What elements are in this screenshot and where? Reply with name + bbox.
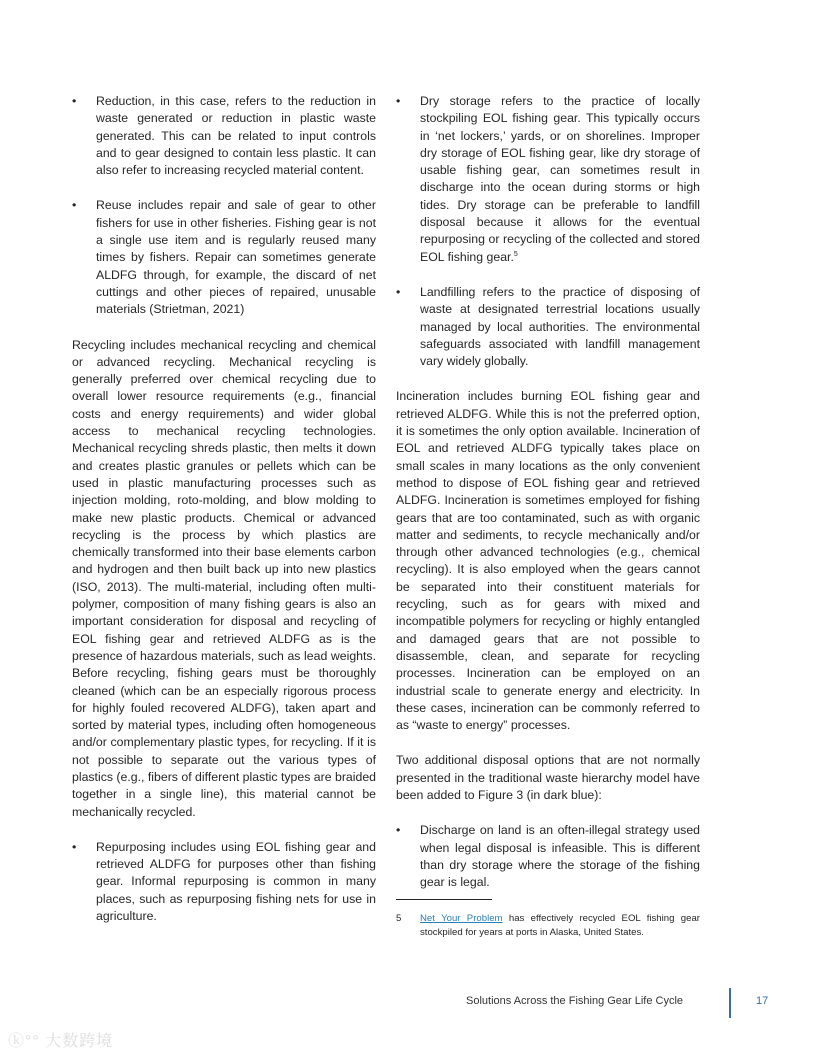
bullet-landfilling <box>396 284 700 370</box>
bullet-marker: • <box>72 198 77 213</box>
recycling-paragraph: Recycling includes mechanical recycling and chemical or advanced recycling. Mechanical recycling is generally preferred over chemical recycling due to overall lower resource requirements (e.g., financial costs and energy requirements) and wider global access to mechanical recycling technologies. Mechanical recycling shreds plastic, then melts it down and creates plastic granules or pellets which can be used in plastic manufacturing processes such as injection molding, roto-molding, and blow molding to make new plastic products. Chemical or advanced recycling is the process by which plastics are chemically transformed into their base elements carbon and hydrogen and then built back up into new plastics (ISO, 2013). The multi-material, including often multi-polymer, composition of many fishing gears is also an important consideration for disposal and recycling of EOL fishing gear and retrieved ALDFG as is the presence of hazardous materials, such as lead weights. Before recycling, fishing gears must be thoroughly cleaned (which can be an especially rigorous process for highly fouled recovered ALDFG), taken apart and sorted by material types, including often homogeneous and/or complementary plastic types, for recycling. If it is not possible to separate out the various types of plastics (e.g., fibers of different plastic types are braided together in a single line), this material cannot be mechanically recycled. <box>72 337 376 819</box>
page-number: 17 <box>756 995 769 1007</box>
bullet-marker: • <box>396 823 401 838</box>
footnote-reference[interactable]: 5 <box>513 250 518 258</box>
footnote-divider <box>396 899 492 900</box>
right-column <box>396 93 700 939</box>
watermark <box>8 1028 113 1051</box>
additional-options-paragraph: Two additional disposal options that are not normally presented in the traditional waste hierarchy model have been added to Figure 3 (in dark blue): <box>396 753 700 802</box>
bullet-text: Reduction, in this case, refers to the reduction in waste generated or reduction in plastic waste generated. This can be related to input controls and to gear designed to contain less plastic. It can also refer to increasing recycled material content. <box>96 94 376 178</box>
bullet-reuse <box>72 197 376 318</box>
bullet-text: Dry storage refers to the practice of locally stockpiling EOL fishing gear. This typically occurs in ‘net lockers,’ yards, or on shorelines. Improper dry storage of EOL fishing gear, like dry storage of usable fishing gear, can sometimes result in discharge into the ocean during storms or high tides. Dry storage can be preferable to landfill disposal because it allows for the eventual repurposing or recycling of the collected and stored EOL fishing gear. <box>420 94 700 264</box>
left-column <box>72 93 376 943</box>
footnote-number: 5 <box>396 913 402 925</box>
bullet-dry-storage <box>396 93 700 266</box>
bullet-repurposing <box>72 839 376 925</box>
bullet-reduction <box>72 93 376 179</box>
watermark-logo-icon: ⓚ°° <box>8 1033 40 1050</box>
watermark-text: 大数跨境 <box>45 1033 114 1050</box>
footer-divider <box>729 988 731 1018</box>
footer-title: Solutions Across the Fishing Gear Life Cycle <box>466 995 684 1007</box>
footnote-text: has effectively recycled EOL fishing gear stockpiled for years at ports in Alaska, United States. <box>420 913 700 938</box>
incineration-paragraph: Incineration includes burning EOL fishing gear and retrieved ALDFG. While this is not the preferred option, it is sometimes the only option available. Incineration of EOL and retrieved ALDFG typically takes place on small scales in many locations as the only convenient method to dispose of EOL fishing gear and retrieved ALDFG. Incineration is sometimes employed for fishing gears that are too contaminated, such as with organic matter and sediments, to recycle mechanically and/or through other advanced technologies (e.g., chemical recycling). It is also employed when the gears cannot be separated into their constituent materials for recycling, such as for gears with mixed and incompatible polymers for recycling or highly entangled and damaged gears that are not possible to disassemble, clean, and separate for recycling processes. Incineration can be employed on an industrial scale to generate energy and electricity. In these cases, incineration can be commonly referred to as “waste to energy” processes. <box>396 389 700 733</box>
bullet-text: Reuse includes repair and sale of gear to other fishers for use in other fisheries. Fishing gear is not a single use item and is regularly reused many times by fishers. Repair can sometimes generate ALDFG through, for example, the discard of net cuttings and other pieces of repaired, unusable materials (Strietman, 2021) <box>96 198 376 317</box>
bullet-marker: • <box>72 839 77 854</box>
bullet-discharge-on-land <box>396 822 700 891</box>
bullet-marker: • <box>396 284 401 299</box>
bullet-marker: • <box>396 94 401 108</box>
net-your-problem-link[interactable]: Net Your Problem <box>420 913 503 925</box>
bullet-text: Discharge on land is an often-illegal strategy used when legal disposal is infeasible. This is different than dry storage where the storage of the fishing gear is legal. <box>420 823 700 890</box>
bullet-text: Repurposing includes using EOL fishing gear and retrieved ALDFG for purposes other than fishing gear. Informal repurposing is common in many places, such as repurposing fishing nets for use in agriculture. <box>96 839 376 924</box>
bullet-text: Landfilling refers to the practice of disposing of waste at designated terrestrial locations usually managed by local authorities. The environmental safeguards associated with landfill management vary widely globally. <box>420 284 700 369</box>
bullet-marker: • <box>72 94 77 108</box>
footnote <box>396 912 700 939</box>
